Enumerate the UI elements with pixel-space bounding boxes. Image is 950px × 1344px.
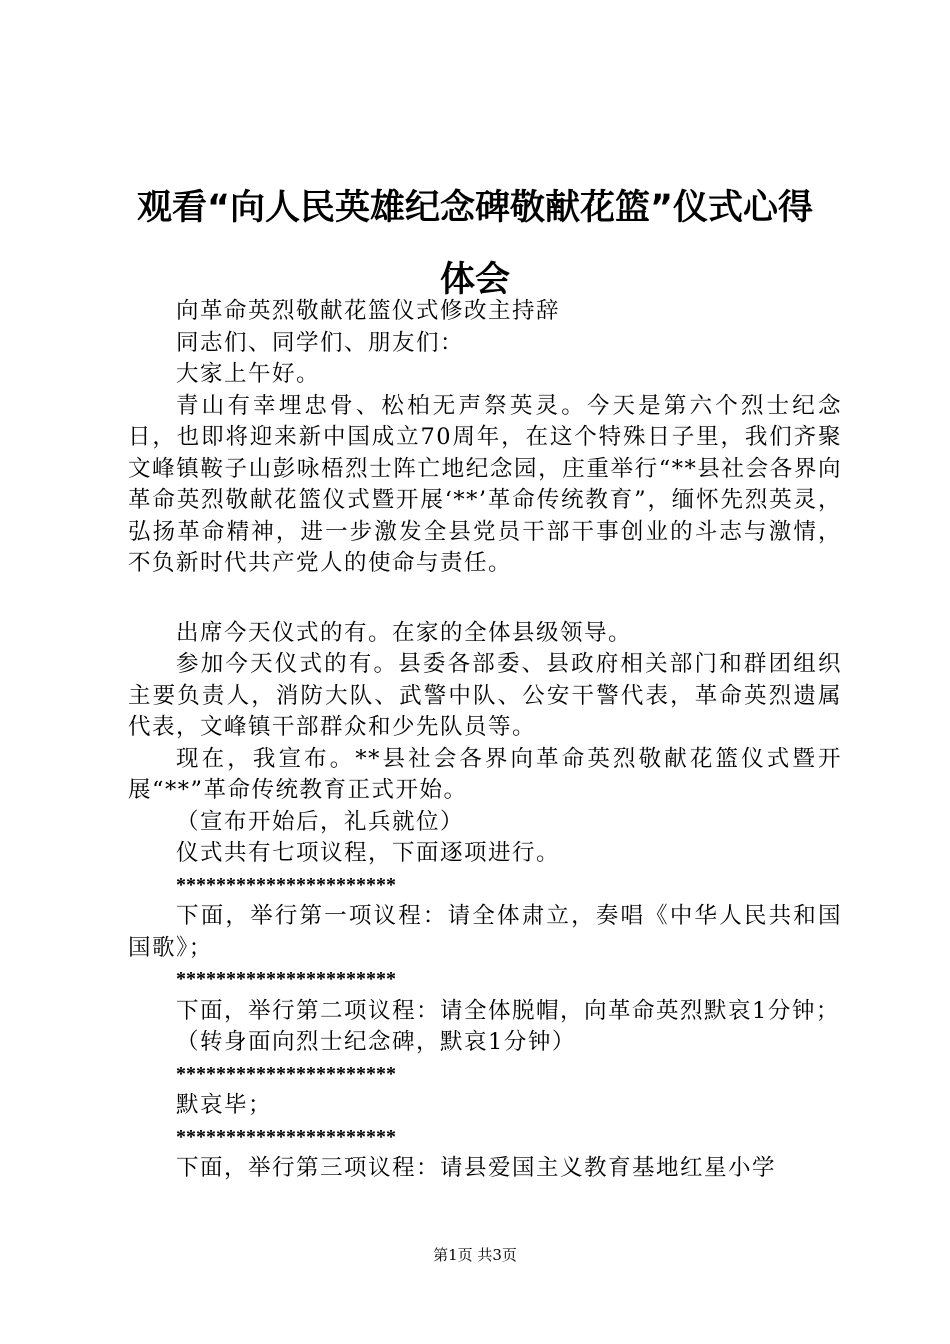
paragraph-greeting: 同志们、同学们、朋友们： — [176, 329, 465, 356]
paragraph-silence-note: （转身面向烈士纪念碑，默哀1分钟） — [176, 1029, 576, 1055]
paragraph-participants: 参加今天仪式的有。县委各部委、县政府相关部门和群团组织主要负责人，消防大队、武警中队、公安干警代表，革命英烈遗属代表，文峰镇干部群众和少先队员等。 — [128, 651, 842, 740]
separator-line: ********************** — [176, 968, 396, 990]
page-footer: 第1页 共3页 — [433, 1246, 517, 1264]
paragraph-stage-note: （宣布开始后，礼兵就位） — [176, 808, 465, 835]
paragraph-silence-end: 默哀毕； — [176, 1092, 273, 1118]
paragraph-agenda-intro: 仪式共有七项议程，下面逐项进行。 — [176, 840, 561, 866]
paragraph-attendees: 出席今天仪式的有。在家的全体县级领导。 — [176, 619, 633, 646]
separator-line: ********************** — [176, 1125, 396, 1148]
title-line-1: 观看“向人民英雄纪念碑敬献花篮”仪式心得 — [136, 188, 813, 228]
separator-line: ********************** — [176, 1062, 396, 1085]
separator-line: ********************** — [176, 873, 396, 896]
paragraph-good-morning: 大家上午好。 — [176, 361, 321, 387]
paragraph-announcement: 现在，我宣布。**县社会各界向革命英烈敬献花篮仪式暨开展“**”革命传统教育正式开始。 — [128, 745, 842, 803]
paragraph-subtitle: 向革命英烈敬献花篮仪式修改主持辞 — [176, 298, 561, 324]
document-body — [128, 296, 842, 1185]
paragraph-agenda-3: 下面，举行第三项议程：请县爱国主义教育基地红星小学 — [176, 1155, 777, 1181]
paragraph-agenda-2: 下面，举行第二项议程：请全体脱帽，向革命英烈默哀1分钟； — [176, 997, 840, 1024]
document-title — [120, 172, 830, 316]
paragraph-agenda-1: 下面，举行第一项议程：请全体肃立，奏唱《中华人民共和国国歌》； — [128, 903, 842, 961]
paragraph-gap — [128, 580, 842, 618]
title-line-2: 体会 — [439, 260, 510, 300]
paragraph-intro: 青山有幸埋忠骨、松柏无声祭英灵。今天是第六个烈士纪念日，也即将迎来新中国成立70周年，在这个特殊日子里，我们齐聚文峰镇鞍子山彭咏梧烈士阵亡地纪念园，庄重举行“**县社会各界向革命英烈敬献花篮仪式暨开展‘**’革命传统教育”，缅怀先烈英灵，弘扬革命精神，进一步激发全县党员干部干事创业的斗志与激情，不负新时代共产党人的使命与责任。 — [128, 392, 842, 576]
